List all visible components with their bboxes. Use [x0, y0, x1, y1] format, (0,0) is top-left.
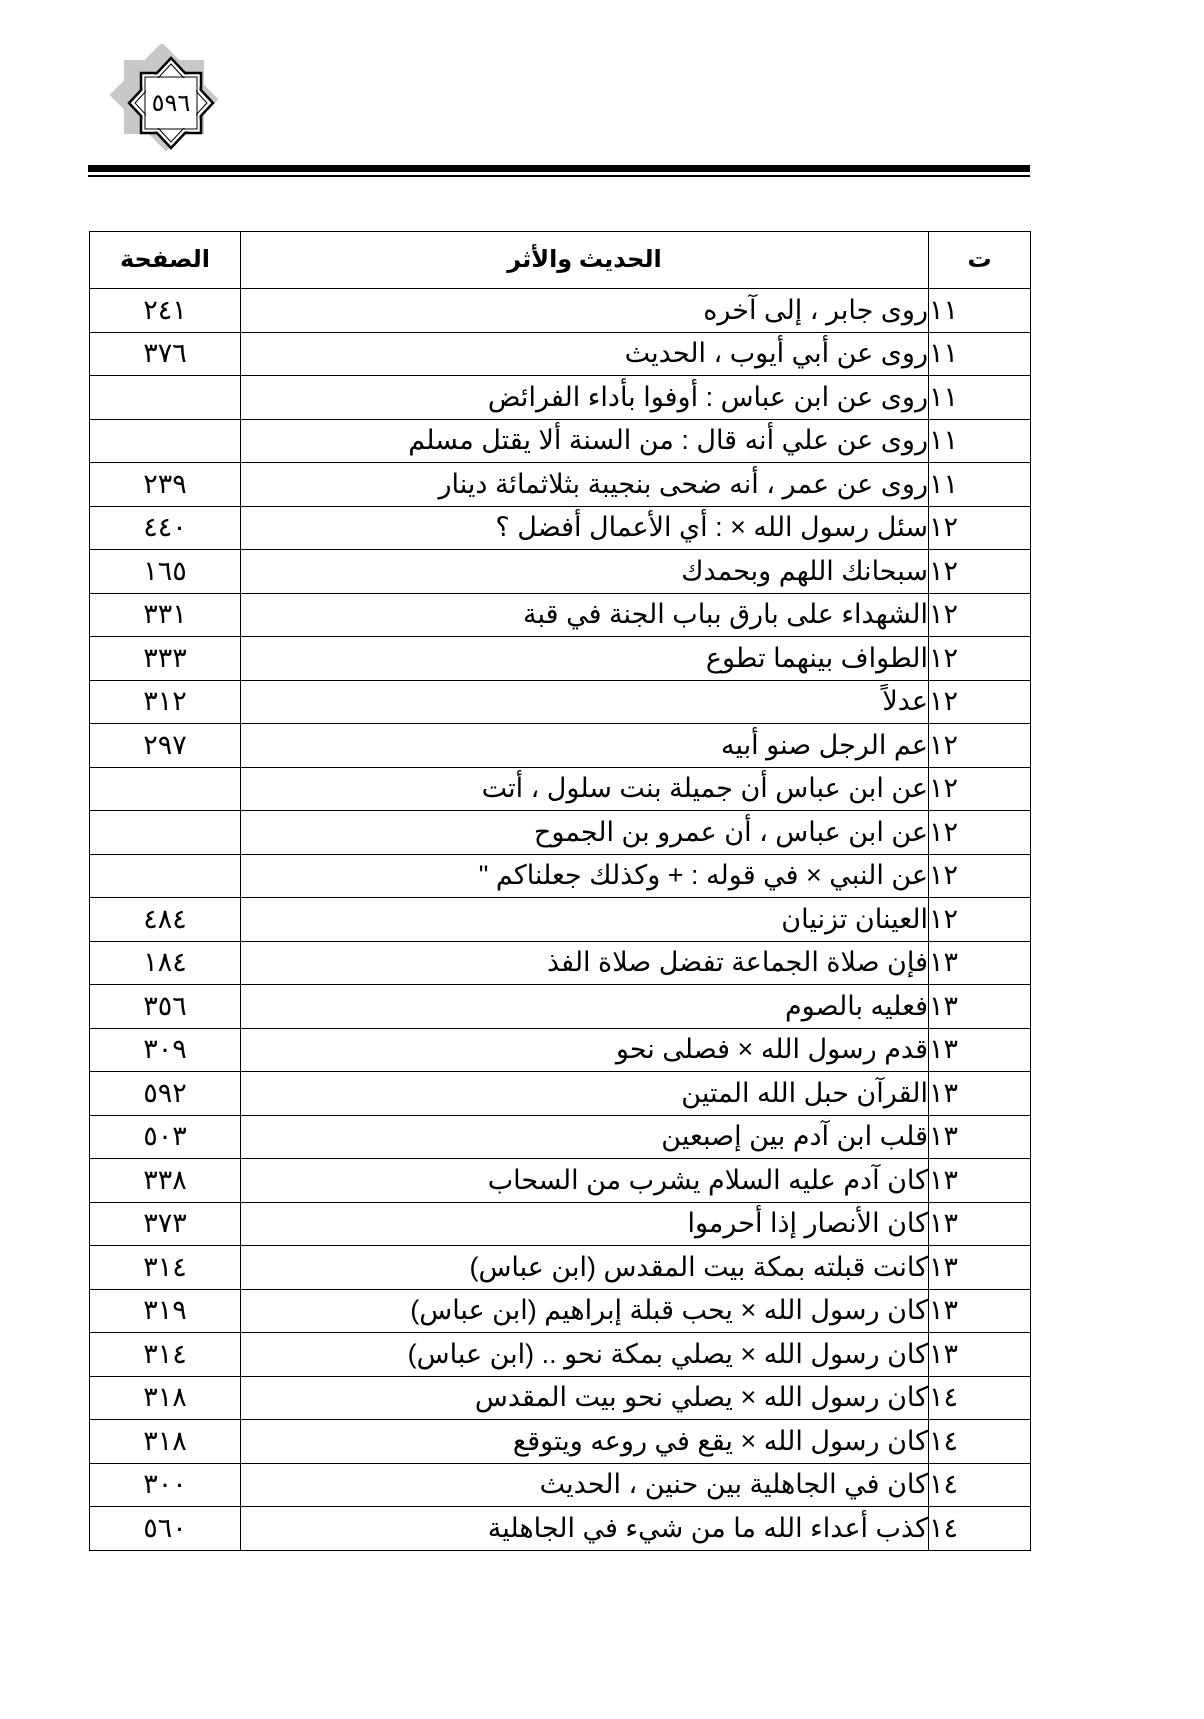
cell-num: ١١ — [929, 419, 1031, 463]
table-row — [90, 680, 1031, 724]
cell-num: ١٢ — [929, 811, 1031, 855]
cell-page: ٢٤١ — [90, 289, 241, 333]
cell-page: ٢٩٧ — [90, 724, 241, 768]
cell-page: ٣٠٩ — [90, 1028, 241, 1072]
table-row — [90, 419, 1031, 463]
cell-num: ١١ — [929, 332, 1031, 376]
table-row — [90, 1115, 1031, 1159]
cell-page: ٣١٨ — [90, 1376, 241, 1420]
table-row — [90, 637, 1031, 681]
cell-num: ١٣ — [929, 1159, 1031, 1203]
cell-num: ١١ — [929, 289, 1031, 333]
cell-num: ١٣ — [929, 1333, 1031, 1377]
cell-text: كان آدم عليه السلام يشرب من السحاب — [241, 1159, 929, 1203]
table-row — [90, 941, 1031, 985]
cell-text: سبحانك اللهم وبحمدك — [241, 550, 929, 594]
header-rule-thick — [88, 165, 1030, 172]
cell-text: قدم رسول الله × فصلى نحو — [241, 1028, 929, 1072]
cell-text: روى عن ابن عباس : أوفوا بأداء الفرائض — [241, 376, 929, 420]
cell-text: عن النبي × في قوله : + وكذلك جعلناكم " — [241, 854, 929, 898]
cell-num: ١٤ — [929, 1507, 1031, 1551]
table-row — [90, 550, 1031, 594]
cell-text: كانت قبلته بمكة بيت المقدس (ابن عباس) — [241, 1246, 929, 1290]
page-number: ٥٩٦ — [151, 89, 191, 117]
cell-text: القرآن حبل الله المتين — [241, 1072, 929, 1116]
cell-page — [90, 419, 241, 463]
cell-page: ٣١٩ — [90, 1289, 241, 1333]
cell-text: عن ابن عباس ، أن عمرو بن الجموح — [241, 811, 929, 855]
cell-num: ١٤ — [929, 1420, 1031, 1464]
cell-num: ١٢ — [929, 506, 1031, 550]
table-row — [90, 332, 1031, 376]
header-text: الحديث والأثر — [241, 232, 929, 289]
cell-text: كان رسول الله × يحب قبلة إبراهيم (ابن عباس) — [241, 1289, 929, 1333]
cell-text: سئل رسول الله × : أي الأعمال أفضل ؟ — [241, 506, 929, 550]
cell-text: فعليه بالصوم — [241, 985, 929, 1029]
cell-num: ١٣ — [929, 1289, 1031, 1333]
cell-page: ١٨٤ — [90, 941, 241, 985]
cell-page — [90, 811, 241, 855]
cell-page: ٣٧٦ — [90, 332, 241, 376]
table-row — [90, 1463, 1031, 1507]
cell-text: فإن صلاة الجماعة تفضل صلاة الفذ — [241, 941, 929, 985]
table-row — [90, 376, 1031, 420]
cell-page: ٣٠٠ — [90, 1463, 241, 1507]
table-row — [90, 1507, 1031, 1551]
cell-num: ١٣ — [929, 1072, 1031, 1116]
table-row — [90, 1159, 1031, 1203]
cell-text: الطواف بينهما تطوع — [241, 637, 929, 681]
cell-num: ١٢ — [929, 637, 1031, 681]
header-page: الصفحة — [90, 232, 241, 289]
table-row — [90, 593, 1031, 637]
cell-text: عدلاً — [241, 680, 929, 724]
header-num: ت — [929, 232, 1031, 289]
table-row — [90, 1420, 1031, 1464]
cell-text: روى عن علي أنه قال : من السنة ألا يقتل مسلم — [241, 419, 929, 463]
cell-text: العينان تزنيان — [241, 898, 929, 942]
table-row — [90, 854, 1031, 898]
cell-page: ٣٧٣ — [90, 1202, 241, 1246]
cell-num: ١٣ — [929, 1202, 1031, 1246]
cell-text: كان الأنصار إذا أحرموا — [241, 1202, 929, 1246]
cell-page: ٥٦٠ — [90, 1507, 241, 1551]
cell-page: ٣٥٦ — [90, 985, 241, 1029]
cell-page: ٣١٤ — [90, 1246, 241, 1290]
cell-num: ١٣ — [929, 1028, 1031, 1072]
header-rule-thin — [88, 175, 1030, 177]
cell-text: كان رسول الله × يقع في روعه ويتوقع — [241, 1420, 929, 1464]
table-row — [90, 811, 1031, 855]
cell-text: روى جابر ، إلى آخره — [241, 289, 929, 333]
cell-num: ١٢ — [929, 854, 1031, 898]
cell-page: ٣٣١ — [90, 593, 241, 637]
cell-num: ١٢ — [929, 898, 1031, 942]
cell-page — [90, 767, 241, 811]
cell-page: ٣١٤ — [90, 1333, 241, 1377]
table-row — [90, 1202, 1031, 1246]
cell-text: كان رسول الله × يصلي نحو بيت المقدس — [241, 1376, 929, 1420]
table-row — [90, 1289, 1031, 1333]
cell-num: ١٣ — [929, 985, 1031, 1029]
cell-page: ٣٣٣ — [90, 637, 241, 681]
cell-page: ٢٣٩ — [90, 463, 241, 507]
table-row — [90, 1072, 1031, 1116]
cell-num: ١٤ — [929, 1463, 1031, 1507]
cell-page: ٥٠٣ — [90, 1115, 241, 1159]
cell-text: روى عن عمر ، أنه ضحى بنجيبة بثلاثمائة دينار — [241, 463, 929, 507]
cell-page: ٣١٨ — [90, 1420, 241, 1464]
table-row — [90, 767, 1031, 811]
cell-num: ١٤ — [929, 1376, 1031, 1420]
cell-num: ١١ — [929, 376, 1031, 420]
cell-num: ١٢ — [929, 724, 1031, 768]
cell-num: ١٣ — [929, 1246, 1031, 1290]
table-row — [90, 463, 1031, 507]
cell-num: ١٢ — [929, 550, 1031, 594]
cell-text: قلب ابن آدم بين إصبعين — [241, 1115, 929, 1159]
hadith-index-table — [89, 231, 1031, 1551]
table-row — [90, 1376, 1031, 1420]
table-row — [90, 289, 1031, 333]
table-row — [90, 1028, 1031, 1072]
cell-text: كان في الجاهلية بين حنين ، الحديث — [241, 1463, 929, 1507]
cell-page: ٥٩٢ — [90, 1072, 241, 1116]
cell-page: ٤٨٤ — [90, 898, 241, 942]
cell-text: كان رسول الله × يصلي بمكة نحو .. (ابن عباس) — [241, 1333, 929, 1377]
cell-page — [90, 376, 241, 420]
cell-page: ٣١٢ — [90, 680, 241, 724]
cell-page: ٣٣٨ — [90, 1159, 241, 1203]
table-row — [90, 724, 1031, 768]
cell-text: كذب أعداء الله ما من شيء في الجاهلية — [241, 1507, 929, 1551]
cell-page: ٤٤٠ — [90, 506, 241, 550]
cell-num: ١٢ — [929, 767, 1031, 811]
cell-page: ١٦٥ — [90, 550, 241, 594]
table-row — [90, 1246, 1031, 1290]
cell-text: عن ابن عباس أن جميلة بنت سلول ، أتت — [241, 767, 929, 811]
table-row — [90, 506, 1031, 550]
cell-num: ١٣ — [929, 941, 1031, 985]
table-header-row — [90, 232, 1031, 289]
cell-num: ١٢ — [929, 680, 1031, 724]
table-row — [90, 985, 1031, 1029]
page-number-badge — [104, 44, 238, 162]
cell-page — [90, 854, 241, 898]
table-row — [90, 898, 1031, 942]
cell-text: الشهداء على بارق بباب الجنة في قبة — [241, 593, 929, 637]
cell-num: ١٣ — [929, 1115, 1031, 1159]
cell-num: ١١ — [929, 463, 1031, 507]
table-row — [90, 1333, 1031, 1377]
cell-text: روى عن أبي أيوب ، الحديث — [241, 332, 929, 376]
cell-text: عم الرجل صنو أبيه — [241, 724, 929, 768]
cell-num: ١٢ — [929, 593, 1031, 637]
